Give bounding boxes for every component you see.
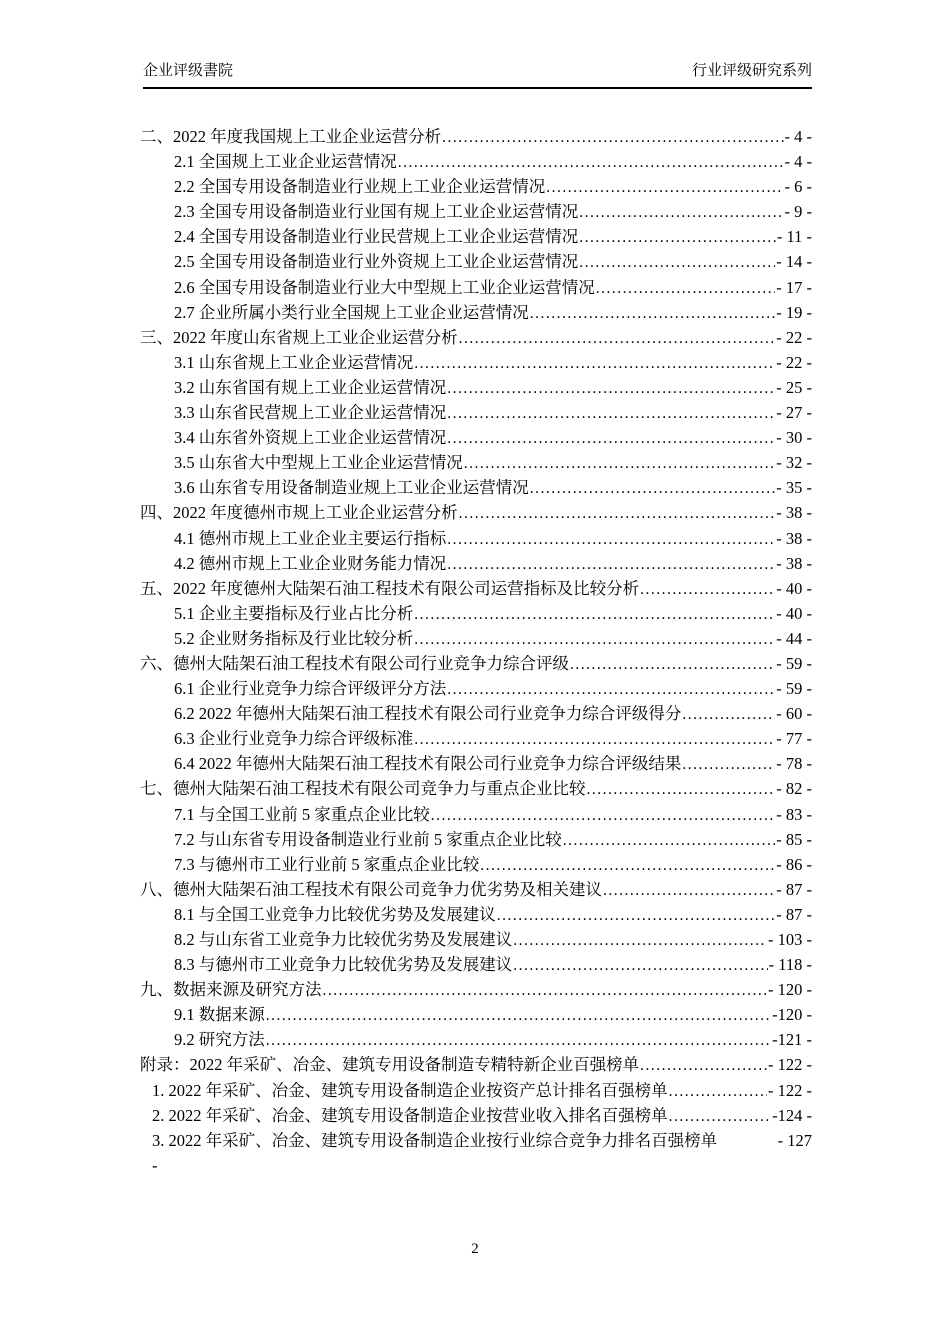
toc-dot-leader (640, 576, 775, 602)
toc-entry-page: -120 - (772, 1005, 812, 1025)
toc-entry-label: 九、数据来源及研究方法 (140, 980, 322, 1000)
toc-entry-page: - 38 - (776, 503, 812, 523)
toc-entry (140, 877, 812, 902)
toc-entry-page: -121 - (772, 1030, 812, 1050)
toc-dot-leader (447, 425, 775, 451)
toc-entry-label: 8.3 与德州市工业竞争力比较优劣势及发展建议 (174, 955, 513, 975)
toc-entry-label: 7.3 与德州市工业行业前 5 家重点企业比较 (174, 854, 480, 874)
toc-dot-leader (587, 776, 776, 802)
toc-entry-page: - 17 - (776, 277, 812, 297)
toc-entry (140, 751, 812, 776)
toc-entry-page: - 122 - (768, 1055, 812, 1075)
toc-entry-page: - 118 - (768, 955, 812, 975)
toc-entry (140, 526, 812, 551)
toc-entry (140, 500, 812, 525)
toc-entry-page: - 22 - (776, 327, 812, 347)
toc-entry (140, 952, 812, 977)
toc-entry (140, 726, 812, 751)
toc-dot-leader (266, 1002, 771, 1028)
toc-entry-page: - 35 - (776, 478, 812, 498)
toc-entry (140, 375, 812, 400)
toc-entry (140, 1103, 812, 1128)
toc-entry-label: 2.7 企业所属小类行业全国规上工业企业运营情况 (174, 302, 529, 322)
toc-dot-leader (546, 174, 783, 200)
toc-entry-page: - 60 - (776, 704, 812, 724)
toc-entry-page: - 40 - (776, 578, 812, 598)
header-right-text: 行业评级研究系列 (691, 63, 812, 79)
toc-entry-page: - 30 - (776, 428, 812, 448)
toc-dot-leader (579, 249, 775, 275)
toc-entry-label: 二、2022 年度我国规上工业企业运营分析 (140, 127, 442, 146)
toc-entry (140, 1027, 812, 1052)
toc-dot-leader (669, 1078, 767, 1104)
toc-dot-leader (669, 1103, 772, 1129)
toc-entry-label: 2. 2022 年采矿、冶金、建筑专用设备制造企业按营业收入排名百强榜单 (152, 1105, 668, 1125)
toc-entry-label: 4.2 德州市规上工业企业财务能力情况 (174, 553, 447, 573)
toc-dot-leader (563, 827, 776, 853)
toc-dot-leader (596, 275, 776, 301)
toc-entry-label: 3.2 山东省国有规上工业企业运营情况 (174, 377, 447, 397)
toc-entry (140, 651, 812, 676)
toc-entry-page: - 4 - (784, 152, 812, 172)
toc-entry (140, 124, 812, 149)
toc-entry-page: - 103 - (768, 930, 812, 949)
toc-entry (140, 1078, 812, 1103)
toc-entry (140, 1052, 812, 1077)
toc-entry-label: 三、2022 年度山东省规上工业企业运营分析 (140, 327, 458, 347)
toc-entry-label: 八、德州大陆架石油工程技术有限公司竞争力优劣势及相关建议 (140, 879, 602, 899)
toc-entry (140, 776, 812, 801)
toc-entry-label: 3.1 山东省规上工业企业运营情况 (174, 352, 414, 372)
toc-entry-page: - 78 - (776, 754, 812, 774)
table-of-contents (140, 124, 812, 1178)
toc-entry-page: - 87 - (776, 904, 812, 924)
toc-entry-page: - 87 - (776, 879, 812, 899)
toc-dot-leader (603, 877, 775, 903)
toc-entry-label: 9.2 研究方法 (174, 1030, 265, 1050)
toc-entry-page: -124 - (772, 1105, 812, 1125)
toc-dot-leader (414, 601, 775, 627)
toc-dot-leader (414, 626, 775, 652)
toc-entry-page: - 40 - (776, 603, 812, 623)
toc-dot-leader (459, 325, 776, 351)
toc-dot-leader (447, 526, 775, 552)
toc-entry-label: 四、2022 年度德州市规上工业企业运营分析 (140, 503, 458, 523)
toc-dot-leader (530, 475, 776, 501)
toc-entry-label: 3.5 山东省大中型规上工业企业运营情况 (174, 453, 463, 473)
toc-entry-page: - 59 - (776, 653, 812, 673)
toc-entry-page: - 22 - (776, 352, 812, 372)
toc-entry-label: 7.1 与全国工业前 5 家重点企业比较 (174, 804, 430, 824)
toc-dot-leader (570, 651, 775, 677)
toc-entry-page: - 11 - (776, 227, 812, 247)
toc-entry-page: - 77 - (776, 729, 812, 749)
toc-entry-page: - 122 - (768, 1080, 812, 1100)
toc-dot-leader (579, 199, 783, 225)
toc-dot-leader (640, 1052, 767, 1078)
toc-dot-leader (447, 676, 775, 702)
toc-entry-page: - 120 - (768, 980, 812, 1000)
toc-entry (140, 1128, 812, 1153)
toc-entry-label: 五、2022 年度德州大陆架石油工程技术有限公司运营指标及比较分析 (140, 578, 640, 598)
toc-entry-page: - 32 - (776, 453, 812, 473)
toc-dot-leader (579, 224, 776, 250)
toc-entry-label: 7.2 与山东省专用设备制造业行业前 5 家重点企业比较 (174, 829, 562, 849)
toc-dot-leader (442, 124, 783, 150)
toc-entry-page: - 38 - (776, 528, 812, 548)
toc-dot-leader (530, 300, 776, 326)
toc-entry (140, 902, 812, 927)
toc-entry-label: 6.4 2022 年德州大陆架石油工程技术有限公司行业竞争力综合评级结果 (174, 754, 682, 774)
toc-entry (140, 977, 812, 1002)
toc-entry (140, 450, 812, 475)
toc-entry-page: - 85 - (776, 829, 812, 849)
toc-entry (140, 551, 812, 576)
toc-entry-label: 8.1 与全国工业竞争力比较优劣势及发展建议 (174, 904, 496, 924)
toc-entry-page: - 44 - (776, 628, 812, 648)
toc-entry-label: 2.1 全国规上工业企业运营情况 (174, 152, 397, 172)
toc-entry-page: - 127 (777, 1130, 812, 1150)
toc-entry-label: 附录：2022 年采矿、冶金、建筑专用设备制造专精特新企业百强榜单 (140, 1055, 640, 1075)
toc-entry (140, 576, 812, 601)
toc-entry-label: 2.5 全国专用设备制造业行业外资规上工业企业运营情况 (174, 252, 579, 272)
toc-entry (140, 249, 812, 274)
toc-entry (140, 1002, 812, 1027)
footer (0, 1241, 950, 1258)
header-left-text: 企业评级書院 (143, 63, 234, 79)
toc-entry (140, 852, 812, 877)
toc-entry-label: 4.1 德州市规上工业企业主要运行指标 (174, 528, 447, 548)
toc-entry-label: 3.3 山东省民营规上工业企业运营情况 (174, 403, 447, 423)
toc-entry-page: - 86 - (776, 854, 812, 874)
toc-entry-label: 2.2 全国专用设备制造业行业规上工业企业运营情况 (174, 177, 546, 197)
toc-entry-label: 2.6 全国专用设备制造业行业大中型规上工业企业运营情况 (174, 277, 595, 297)
toc-entry (140, 827, 812, 852)
toc-entry-label: 3. 2022 年采矿、冶金、建筑专用设备制造企业按行业综合竞争力排名百强榜单 (152, 1130, 718, 1150)
toc-dot-leader (398, 149, 784, 175)
toc-entry-page: - 4 - (784, 127, 812, 146)
toc-dot-leader (464, 450, 776, 476)
toc-entry-page: - 6 - (784, 177, 812, 197)
toc-entry-page: - 82 - (776, 779, 812, 799)
toc-entry-label: 1. 2022 年采矿、冶金、建筑专用设备制造企业按资产总计排名百强榜单 (152, 1080, 668, 1100)
toc-entry-label: 9.1 数据来源 (174, 1005, 265, 1025)
toc-entry (140, 149, 812, 174)
toc-entry-label: 6.2 2022 年德州大陆架石油工程技术有限公司行业竞争力综合评级得分 (174, 704, 682, 724)
footer-page-number: 2 (471, 1241, 479, 1257)
toc-dot-leader (497, 902, 776, 928)
toc-entry-label: 6.1 企业行业竞争力综合评级评分方法 (174, 679, 447, 699)
toc-entry (140, 400, 812, 425)
toc-dot-leader (447, 400, 775, 426)
toc-entry (140, 199, 812, 224)
toc-entry (140, 174, 812, 199)
toc-entry (140, 802, 812, 827)
toc-entry (140, 425, 812, 450)
toc-entry (140, 927, 812, 952)
toc-entry (140, 325, 812, 350)
toc-entry-label: 8.2 与山东省工业竞争力比较优劣势及发展建议 (174, 930, 513, 949)
header-rule (143, 87, 812, 89)
toc-dot-leader (266, 1027, 771, 1053)
toc-entry (140, 701, 812, 726)
toc-entry (140, 1153, 812, 1178)
toc-entry-label: 2.4 全国专用设备制造业行业民营规上工业企业运营情况 (174, 227, 579, 247)
toc-dot-leader (480, 852, 775, 878)
toc-entry (140, 300, 812, 325)
toc-entry-page: - 38 - (776, 553, 812, 573)
toc-entry-page: - 27 - (776, 403, 812, 423)
toc-entry-label: 5.2 企业财务指标及行业比较分析 (174, 628, 414, 648)
toc-dot-leader (447, 375, 775, 401)
toc-entry-page: - 9 - (784, 202, 812, 222)
toc-entry (140, 626, 812, 651)
toc-entry-page: - 19 - (776, 302, 812, 322)
toc-entry-page: - 83 - (776, 804, 812, 824)
toc-entry-label: 3.6 山东省专用设备制造业规上工业企业运营情况 (174, 478, 529, 498)
toc-entry (140, 676, 812, 701)
toc-entry-page: - 14 - (776, 252, 812, 272)
toc-dot-leader (431, 802, 776, 828)
toc-entry-label: 5.1 企业主要指标及行业占比分析 (174, 603, 414, 623)
toc-entry-page: - 59 - (776, 679, 812, 699)
toc-dot-leader (414, 350, 775, 376)
toc-dot-leader (513, 952, 767, 978)
toc-dot-leader (513, 927, 767, 953)
toc-entry (140, 350, 812, 375)
toc-entry (140, 601, 812, 626)
toc-entry-label: 六、德州大陆架石油工程技术有限公司行业竞争力综合评级 (140, 653, 569, 673)
toc-entry-label: 3.4 山东省外资规上工业企业运营情况 (174, 428, 447, 448)
toc-dot-leader (682, 751, 775, 777)
toc-entry-page: - 25 - (776, 377, 812, 397)
page-header (143, 61, 812, 81)
toc-dot-leader (414, 726, 775, 752)
toc-entry-label: 2.3 全国专用设备制造业行业国有规上工业企业运营情况 (174, 202, 579, 222)
toc-entry-label: 七、德州大陆架石油工程技术有限公司竞争力与重点企业比较 (140, 779, 586, 799)
toc-dot-leader (459, 500, 776, 526)
toc-entry (140, 275, 812, 300)
toc-dot-leader (682, 701, 775, 727)
toc-dot-leader (447, 551, 775, 577)
toc-entry (140, 224, 812, 249)
toc-entry-label: 6.3 企业行业竞争力综合评级标准 (174, 729, 414, 749)
toc-continuation-dash: - (152, 1155, 158, 1175)
toc-entry (140, 475, 812, 500)
toc-dot-leader (323, 977, 768, 1003)
